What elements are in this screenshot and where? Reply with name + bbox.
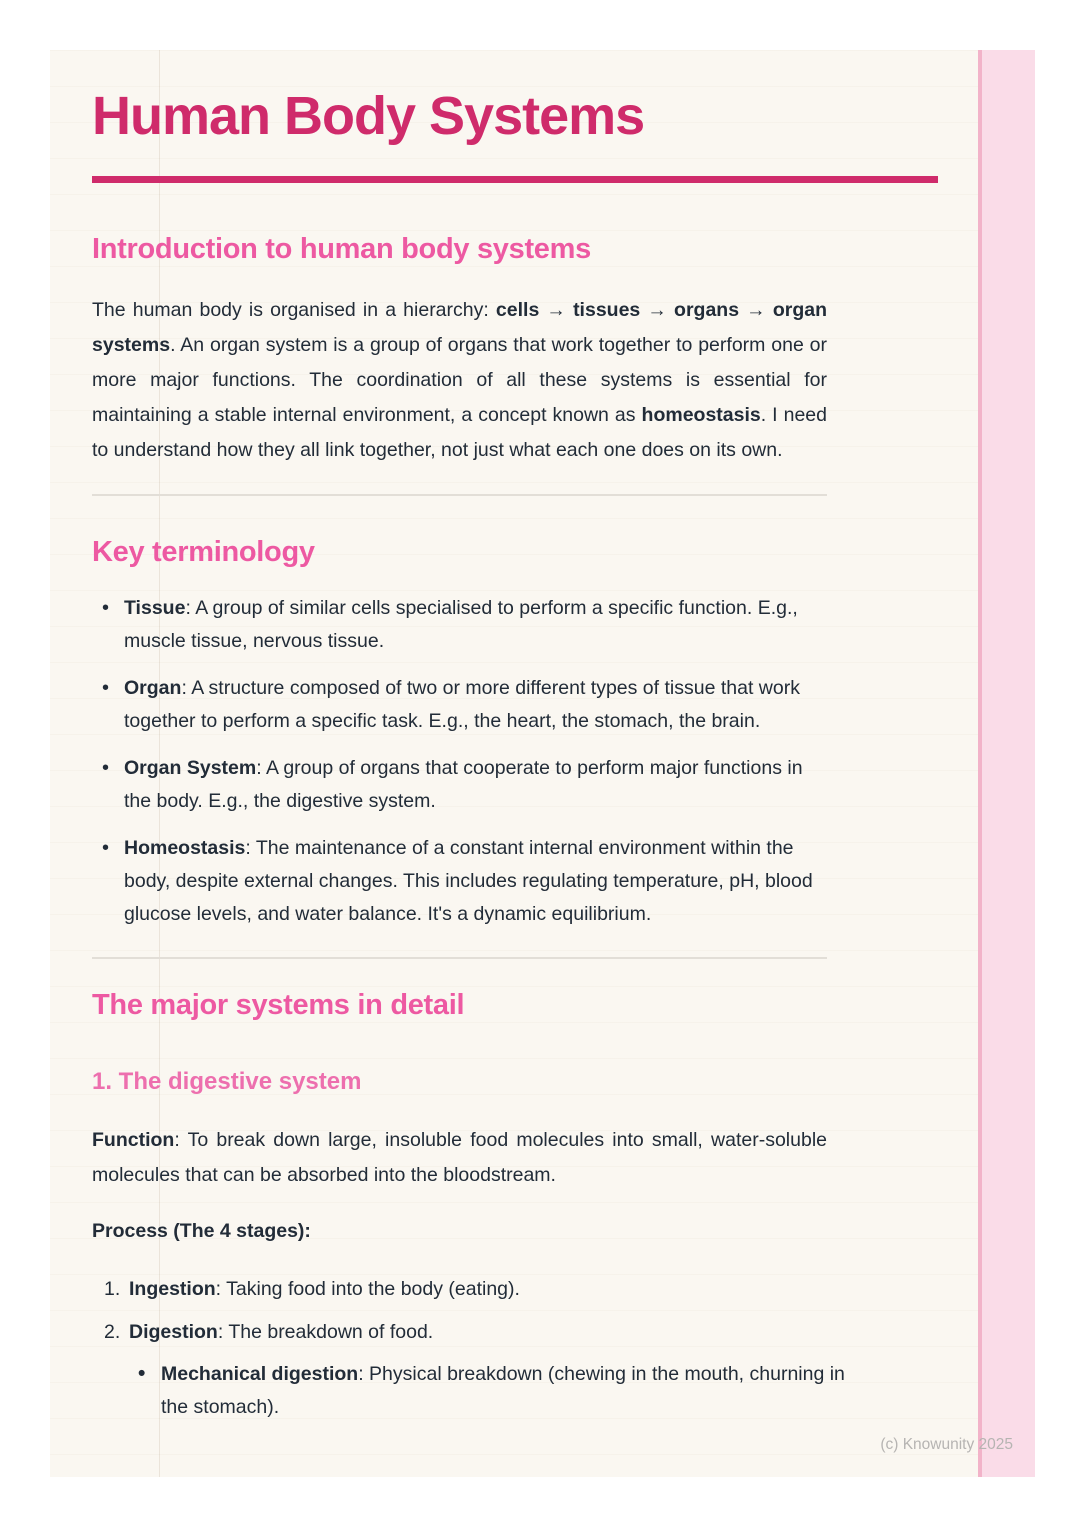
term-label: Tissue [124, 597, 186, 619]
function-label: Function [92, 1129, 175, 1151]
section-heading-introduction: Introduction to human body systems [92, 233, 591, 265]
stage-number: 1. [104, 1278, 121, 1300]
section-divider-2 [92, 957, 827, 959]
list-item-organ [92, 672, 827, 738]
digestive-process-label: Process (The 4 stages): [92, 1220, 311, 1242]
stage-definition: : The breakdown of food. [217, 1321, 434, 1343]
function-text: : To break down large, insoluble food molecules into small, water-soluble molecules that can be absorbed into the bloodstream. [92, 1129, 827, 1186]
term-label: Organ [124, 677, 182, 699]
stage-item-ingestion [92, 1273, 852, 1306]
subsection-heading-digestive: 1. The digestive system [92, 1068, 362, 1095]
list-item-homeostasis [92, 832, 827, 931]
section-heading-terminology: Key terminology [92, 536, 315, 568]
term-definition: : A group of organs that cooperate to perform major functions in the body. E.g., the digestive system. [124, 757, 803, 812]
copyright-watermark: (c) Knowunity 2025 [880, 1436, 1013, 1453]
term-definition: : The maintenance of a constant internal environment within the body, despite external changes. This includes regulating temperature, pH, blood glucose levels, and water balance. It's a dynamic equilibrium. [124, 837, 813, 925]
stage-term: Digestion [129, 1321, 218, 1343]
stage-term: Ingestion [129, 1278, 216, 1300]
terminology-list [92, 592, 827, 931]
right-accent-stripe [978, 50, 1035, 1477]
term-label: Homeostasis [124, 837, 246, 859]
list-item-organ-system [92, 752, 827, 818]
stage-definition: : Taking food into the body (eating). [215, 1278, 520, 1300]
digestive-stages-list [92, 1273, 852, 1424]
sub-definition: : Physical breakdown (chewing in the mouth, churning in the stomach). [161, 1363, 845, 1418]
term-definition: : A group of similar cells specialised to perform a specific function. E.g., muscle tissue, nervous tissue. [124, 597, 798, 652]
page-title: Human Body Systems [92, 86, 645, 146]
term-definition: : A structure composed of two or more different types of tissue that work together to perform a specific task. E.g., the heart, the stomach, the brain. [124, 677, 800, 732]
section-heading-major-systems: The major systems in detail [92, 989, 465, 1021]
list-item-tissue [92, 592, 827, 658]
document-page [50, 50, 1035, 1477]
section-divider-1 [92, 494, 827, 496]
document-content [92, 50, 938, 1424]
stage-number: 2. [104, 1321, 121, 1343]
term-label: Organ System [124, 757, 257, 779]
title-underline-rule [92, 176, 938, 183]
sub-term: Mechanical digestion [161, 1363, 359, 1385]
stage-item-digestion [92, 1316, 852, 1424]
digestive-function-paragraph [92, 1123, 827, 1193]
sub-item-mechanical-digestion [129, 1358, 852, 1424]
intro-paragraph: The human body is organised in a hierarchy: cells → tissues → organs → organ systems. An organ system is a group of organs that work together to perform one or more major functions. The coordination of all these systems is essential for maintaining a stable internal environment, a concept known as homeostasis. I need to understand how they all link together, not just what each one does on its own. [92, 299, 827, 461]
digestion-sub-list [129, 1358, 852, 1424]
